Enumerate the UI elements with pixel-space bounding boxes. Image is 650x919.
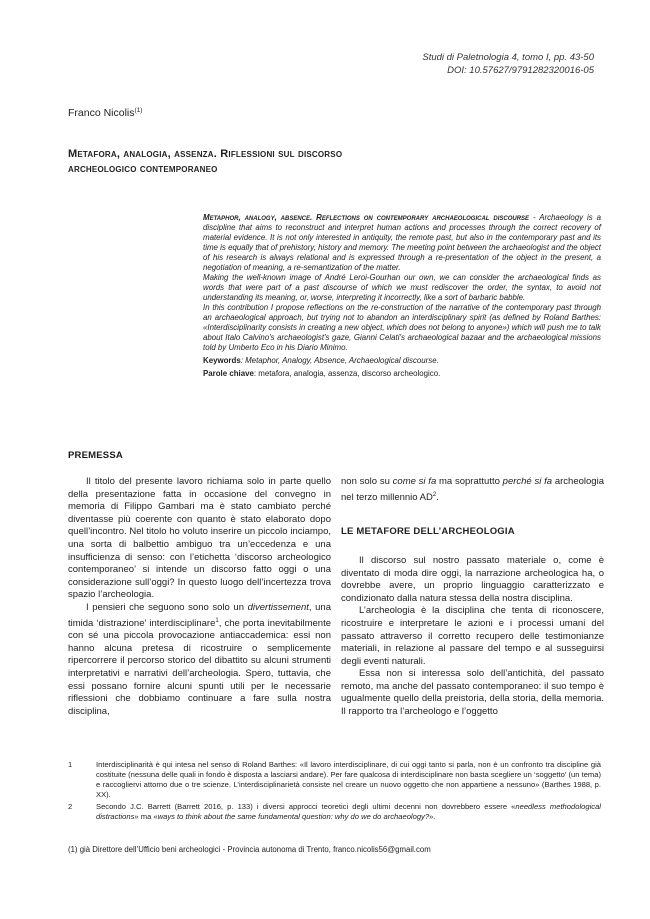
abstract-heading: Metaphor, analogy, absence. Reflections on contemporary archaeological discourse <box>203 213 530 222</box>
abstract-paragraph-2: Making the well-known image of André Leroi-Gourhan our own, we can consider the archaeological finds as words that were part of a past discourse of which we must rediscover the order, the syntax, to avoid not understanding its meaning, or, worse, interpreting it incorrectly, like a sort of barbaric babble. <box>203 273 601 302</box>
parole-chiave-label: Parole chiave <box>203 369 254 378</box>
footnote <box>68 760 601 800</box>
footnote-text: Interdisciplinarità è qui intesa nel senso di Roland Barthes: «Il lavoro interdisciplinare, di cui oggi tanto si parla, non è un confronto tra discipline già costituite (nessuna delle quali in fondo è disposta a lasciarsi andare). Per fare qualcosa di interdisciplinare non basta scegliere un ‘soggetto’ (un tema) e raccogliervi attorno due o tre scienze. L’interdisciplinarietà consiste nel creare un nuovo oggetto che non appartiene a nessuno» (Barthes 1988, p. XX). <box>96 760 601 799</box>
author-name: Franco Nicolis <box>68 107 135 119</box>
body-paragraph: L’archeologia è la disciplina che tenta di riconoscere, ricostruire e interpretare le azioni e i processi umani del passato attraverso il corretto recupero delle testimonianze materiali, in relazione al passare del tempo e al susseguirsi degli eventi naturali. <box>341 605 604 667</box>
footnote <box>68 802 601 822</box>
body-column-right <box>341 476 604 719</box>
paper-title: Metafora, analogia, assenza. Riflessioni sul discorso archeologico contemporaneo <box>68 148 343 175</box>
body-paragraph: Il titolo del presente lavoro richiama solo in parte quello della presentazione fatta in occasione del convegno in memoria di Filippo Gambari ma è stato cambiato perché diventasse più coerente con quanto è stato elaborato dopo quell’incontro. Nel titolo ho voluto inserire un piccolo inciampo, una sorta di balbettio ambiguo tra un’eccedenza e una insufficienza di senso: con l’etichetta ‘discorso archeologico contemporaneo’ si intende un discorso fatto oggi o una considerazione sull’oggi? In questo luogo dell’incertezza trova spazio l’archeologia. <box>68 476 331 601</box>
footnote-ref-1[interactable]: 1 <box>215 617 219 624</box>
section-heading-premessa: PREMESSA <box>68 450 123 461</box>
parole-chiave-text: : metafora, analogia, assenza, discorso archeologico. <box>253 369 441 378</box>
body-paragraph: Essa non si interessa solo dell’antichità, del passato remoto, ma anche del passato contemporaneo: il suo tempo è ugualmente quello della preistoria, della storia, della memoria. Il rapporto tra l’archeologo e l’oggetto <box>341 668 604 718</box>
body-paragraph: non solo su come si fa ma soprattutto perché si fa archeologia nel terzo millennio $AD^2$. <box>341 476 604 503</box>
abstract-paragraph-3: In this contribution I propose reflections on the re-construction of the narrative of the contemporary past through an archaeological approach, but trying not to abandon an interdisciplinary spirit (as defined by Roland Barthes: «Interdisciplinarity consists in creating a new object, which does not belong to anyone») which will push me to talk about Italo Calvino's archaeologist's gaze, Gianni Celati's archaeological bazaar and the archaeological missions told by Umberto Eco in his Diario Minimo. <box>203 303 601 352</box>
footnotes <box>68 760 601 824</box>
footnote-number: 2 <box>68 802 73 811</box>
footnote-text: Secondo J.C. Barrett (Barrett 2016, p. 133) i diversi approcci teoretici degli ultimi decenni non dovrebbero essere «needless methodological distractions» ma «ways to think about the same fundamental question: why do we do archaeology?». <box>96 802 601 821</box>
author-line <box>68 107 142 119</box>
author-affiliation: (1) già Direttore dell’Ufficio beni archeologici - Provincia autonoma di Trento, franco.nicolis56@gmail.com <box>68 845 431 854</box>
body-column-left <box>68 476 331 718</box>
journal-doi: DOI: 10.57627/9791282320016-05 <box>447 64 594 76</box>
section-heading-metafore: LE METAFORE DELL’ARCHEOLOGIA <box>341 526 515 538</box>
author-marker: (1) <box>134 107 143 114</box>
body-paragraph: Il discorso sul nostro passato materiale o, come è diventato di moda dire oggi, la narrazione archeologica ha, o dovrebbe avere, un proprio linguaggio caratterizzato e condizionato dalla natura stessa della nostra disciplina. <box>341 554 604 604</box>
parole-chiave <box>203 369 601 379</box>
footnote-number: 1 <box>68 760 73 769</box>
abstract <box>203 213 601 379</box>
footnote-ref-2[interactable]: 2 <box>432 491 437 498</box>
journal-header <box>422 52 594 77</box>
keywords <box>203 356 601 366</box>
body-paragraph: I pensieri che seguono sono solo un divertissement, una timida ‘distrazione’ interdisciplinare$^1$, che porta inevitabilmente con sé una piccola provocazione antiaccademica: essi non hanno alcuna pretesa di ricostruire o semplicemente ripercorrere il percorso storico del dibattito su alcuni strumenti interpretativi e narrativi dell’archeologia. Spero, tuttavia, che essi possano fornire alcuni spunti utili per le necessarie riflessioni che dobbiamo continuare a fare sulla nostra disciplina, <box>68 601 331 717</box>
journal-citation: Studi di Paletnologia 4, tomo I, pp. 43-50 <box>422 52 594 63</box>
keywords-text: : Metaphor, Analogy, Absence, Archaeological discourse. <box>240 356 439 365</box>
keywords-label: Keywords <box>203 356 241 365</box>
abstract-text-1: - Archaeology is a discipline that aims to reconstruct and interpret human actions and processes through the correct recovery of material evidence. It is not only interested in antiquity, the remote past, but also in the contemporary past and its time is equally that of prehistory, history and memory. The meeting point between the archaeologist and the object of his research is always relational and is expressed through a re-presentation of the object in the present, a negotiation of meaning, a re-semantization of the matter. <box>203 213 601 272</box>
abstract-paragraph-1 <box>203 213 601 273</box>
